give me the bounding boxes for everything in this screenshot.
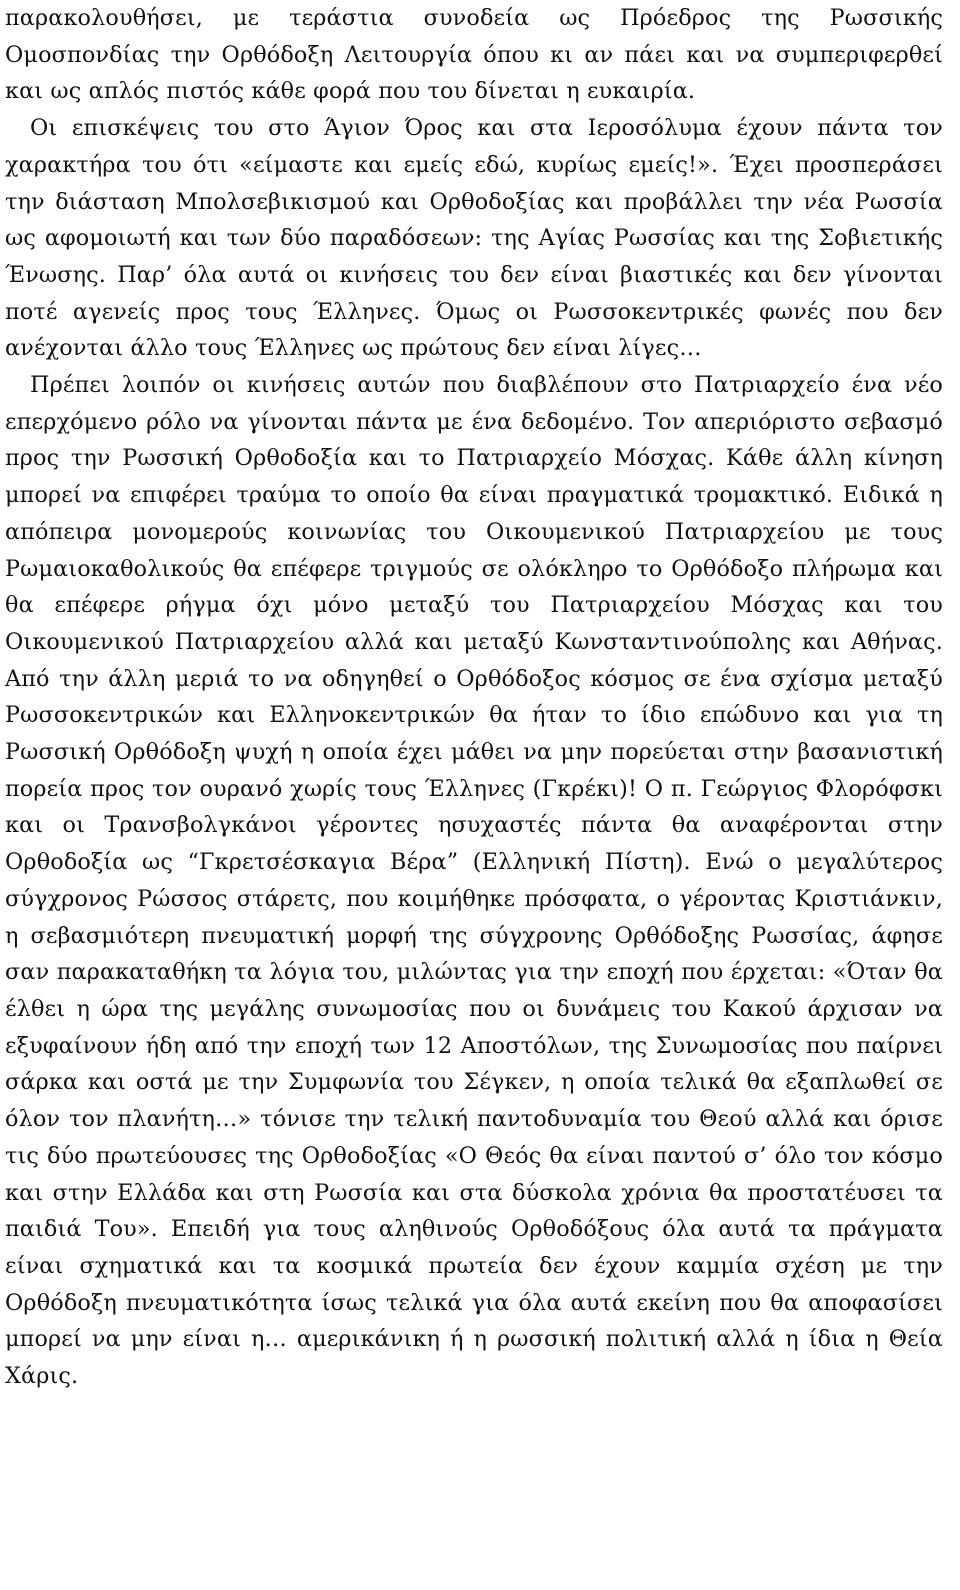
paragraph-continuation: παρακολουθήσει, με τεράστια συνοδεία ως Πρόεδρος της Ρωσσικής Ομοσπονδίας την Ορθόδοξη Λειτουργία όπου κι αν πάει και να συμπεριφερθεί και ως απλός πιστός κάθε φορά που του δίνεται η ευκαιρία.	[5, 5, 943, 105]
document-page	[5, 0, 943, 1395]
paragraph-respect: Πρέπει λοιπόν οι κινήσεις αυτών που διαβλέπουν στο Πατριαρχείο ένα νέο επερχόμενο ρόλο να γίνονται πάντα με ένα δεδομένο. Τον απεριόριστο σεβασμό προς την Ρωσσική Ορθοδοξία και το Πατριαρχείο Μόσχας. Κάθε άλλη κίνηση μπορεί να επιφέρει τραύμα το οποίο θα είναι πραγματικά τρομακτικό. Ειδικά η απόπειρα μονομερούς κοινωνίας του Οικουμενικού Πατριαρχείου με τους Ρωμαιοκαθολικούς θα επέφερε τριγμούς σε ολόκληρο το Ορθόδοξο πλήρωμα και θα επέφερε ρήγμα όχι μόνο μεταξύ του Πατριαρχείου Μόσχας και του Οικουμενικού Πατριαρχείου αλλά και μεταξύ Κωνσταντινούπολης και Αθήνας. Από την άλλη μεριά το να οδηγηθεί ο Ορθόδοξος κόσμος σε ένα σχίσμα μεταξύ Ρωσσοκεντρικών και Ελληνοκεντρικών θα ήταν το ίδιο επώδυνο και για τη Ρωσσική Ορθόδοξη ψυχή η οποία έχει μάθει να μην πορεύεται στην βασανιστική πορεία προς τον ουρανό χωρίς τους Έλληνες (Γκρέκι)! Ο π. Γεώργιος Φλορόφσκι και οι Τρανσβολγκάνοι γέροντες ησυχαστές πάντα θα αναφέρονται στην Ορθοδοξία ως “Γκρετσέσκαγια Βέρα” (Ελληνική Πίστη). Ενώ ο μεγαλύτερος σύγχρονος Ρώσσος στάρετς, που κοιμήθηκε πρόσφατα, ο γέροντας Κριστιάνκιν, η σεβασμιότερη πνευματική μορφή της σύγχρονης Ορθόδοξης Ρωσσίας, άφησε σαν παρακαταθήκη τα λόγια του, μιλώντας για την εποχή που έρχεται: «Όταν θα έλθει η ώρα της μεγάλης συνωμοσίας που οι δυνάμεις του Κακού άρχισαν να εξυφαίνουν ήδη από την εποχή των 12 Αποστόλων, της Συνωμοσίας που παίρνει σάρκα και οστά με την Συμφωνία του Σέγκεν, η οποία τελικά θα εξαπλωθεί σε όλον τον πλανήτη…» τόνισε την τελική παντοδυναμία του Θεού αλλά και όρισε τις δύο πρωτεύουσες της Ορθοδοξίας «Ο Θεός θα είναι παντού σ’ όλο τον κόσμο και στην Ελλάδα και στη Ρωσσία και στα δύσκολα χρόνια θα προστατέυσει τα παιδιά Του». Επειδή για τους αληθινούς Ορθοδόξους όλα αυτά τα πράγματα είναι σχηματικά και τα κοσμικά πρωτεία δεν έχουν καμμία σχέση με την Ορθόδοξη πνευματικότητα ίσως τελικά για όλα αυτά εκείνη που θα αποφασίσει μπορεί να μην είναι η… αμερικάνικη ή η ρωσσική πολιτική αλλά η ίδια η Θεία Χάρις.	[5, 372, 943, 1390]
paragraph-visits: Οι επισκέψεις του στο Άγιον Όρος και στα Ιεροσόλυμα έχουν πάντα τον χαρακτήρα του ότι «είμαστε και εμείς εδώ, κυρίως εμείς!». Έχει προσπεράσει την διάσταση Μπολσεβικισμού και Ορθοδοξίας και προβάλλει την νέα Ρωσσία ως αφομοιωτή και των δύο παραδόσεων: της Αγίας Ρωσσίας και της Σοβιετικής Ένωσης. Παρ’ όλα αυτά οι κινήσεις του δεν είναι βιαστικές και δεν γίνονται ποτέ αγενείς προς τους Έλληνες. Όμως οι Ρωσσοκεντρικές φωνές που δεν ανέχονται άλλο τους Έλληνες ως πρώτους δεν είναι λίγες…	[5, 115, 943, 362]
